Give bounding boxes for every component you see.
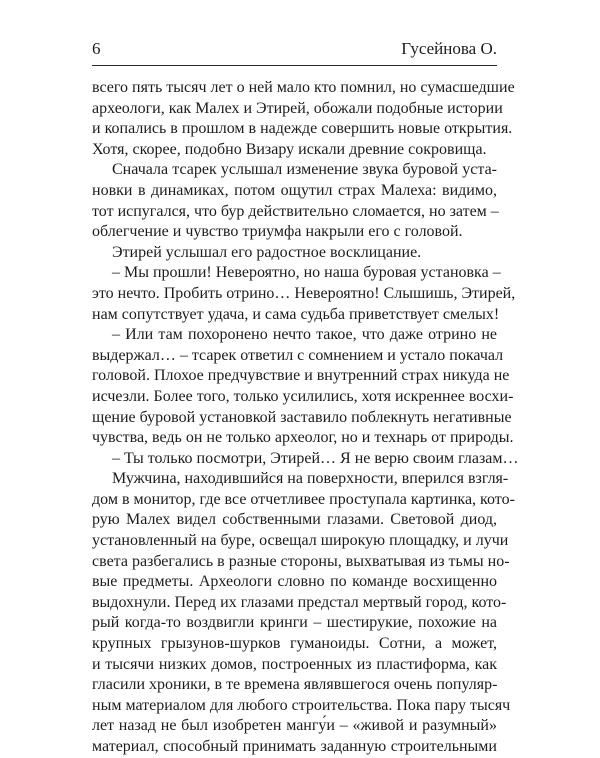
text-line: рую Малех видел собственными глазами. Световой диод, <box>92 511 497 529</box>
text-line: Сначала тсарек услышал изменение звука буровой уста- <box>112 161 497 179</box>
text-line: и тысячи низких домов, построенных из пластиформа, как <box>92 655 497 673</box>
text-line: гласили хроники, в те времена являвшегося очень популяр- <box>92 676 498 694</box>
text-line: исчезли. Более того, только усилились, хотя искреннее восхи- <box>92 387 514 405</box>
text-line: облегчение и чувство триумфа накрыли его с головой. <box>92 223 463 241</box>
text-line: установленный на буре, освещал широкую площадку, и лучи <box>92 532 509 550</box>
text-line: щение буровой установкой заставило поблекнуть негативные <box>92 408 512 426</box>
text-line: выдохнули. Перед их глазами предстал мертвый город, кото- <box>92 593 507 611</box>
text-line: головой. Плохое предчувствие и внутренний страх никуда не <box>92 367 510 385</box>
text-line: рый когда-то воздвигли кринги – шестирукие, похожие на <box>92 614 497 632</box>
text-line: дом в монитор, где все отчетливее проступала картинка, кото- <box>92 490 515 508</box>
text-line: Мужчина, находившийся на поверхности, вперился взгля- <box>112 470 509 488</box>
text-line: света разбегались в разные стороны, выхватывая из тьмы но- <box>92 552 510 570</box>
text-line: крупных грызунов-шурков гуманоиды. Сотни, а может, <box>92 635 497 653</box>
text-line: – Мы прошли! Невероятно, но наша буровая установка – <box>112 264 501 282</box>
running-head-author: Гусейнова О. <box>401 39 497 58</box>
text-line: Хотя, скорее, подобно Визару искали древние сокровища. <box>92 140 487 158</box>
text-line: и копались в прошлом в надежде совершить новые открытия. <box>92 120 513 138</box>
text-line: тот испугался, что бур действительно сломается, но затем – <box>92 202 499 220</box>
text-line: ным материалом для любого строительства. Пока пару тысяч <box>92 696 511 714</box>
text-line: всего пять тысяч лет о ней мало кто помнил, но сумасшедшие <box>92 79 515 96</box>
text-line: – Ты только посмотри, Этирей… Я не верю своим глазам… <box>112 449 519 467</box>
page-header <box>92 38 497 60</box>
text-line: Этирей услышал его радостное восклицание. <box>112 243 422 261</box>
text-line: это нечто. Пробить отрино… Невероятно! Слышишь, Этирей, <box>92 284 516 302</box>
text-line: чувства, ведь он не только археолог, но и технарь от природы. <box>92 429 514 447</box>
text-line: вые предметы. Археологи словно по команде восхищенно <box>92 573 497 591</box>
text-line: лет назад не был изобретен мангу́и – «живой и разумный» <box>92 717 497 735</box>
body-text <box>92 78 519 758</box>
text-line: новки в динамиках, потом ощутил страх Малеха: видимо, <box>92 181 497 199</box>
text-line: нам сопутствует удача, и сама судьба приветствует смелых! <box>92 305 500 323</box>
text-line: выдержал… – тсарек ответил с сомнением и устало покачал <box>92 346 504 364</box>
header-rule <box>92 65 497 66</box>
text-line: материал, способный принимать заданную строительными <box>92 738 497 755</box>
page-number: 6 <box>92 39 101 58</box>
text-line: – Или там похоронено нечто такое, что даже отрино не <box>112 326 497 344</box>
text-line: археологи, как Малех и Этирей, обожали подобные истории <box>92 99 503 117</box>
